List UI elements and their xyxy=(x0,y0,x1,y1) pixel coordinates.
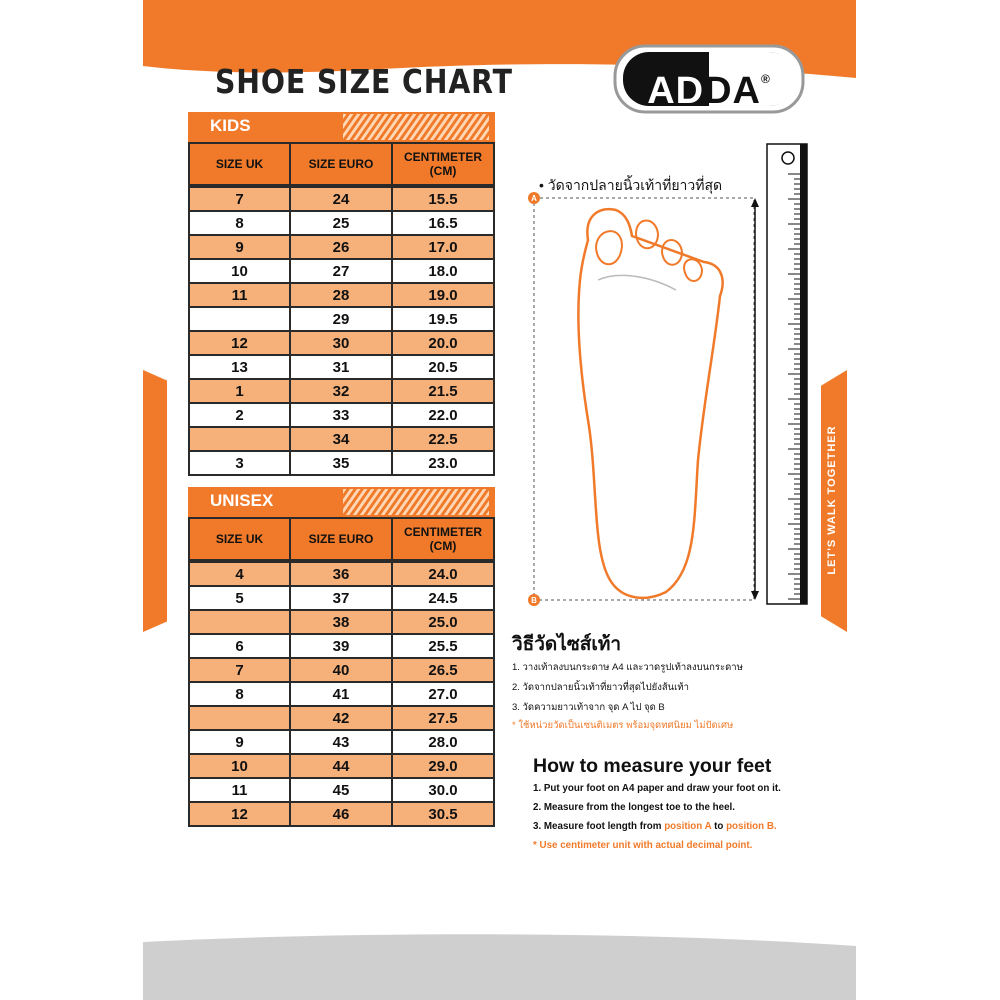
size-euro-cell: 28 xyxy=(291,284,391,306)
size-uk-cell: 10 xyxy=(190,260,289,282)
size-uk-cell: 7 xyxy=(190,659,289,681)
stripe-decoration xyxy=(343,114,489,140)
stripe-decoration xyxy=(343,489,489,515)
unisex-header xyxy=(188,487,495,517)
centimeter-cell: 22.5 xyxy=(393,428,493,450)
size-euro-cell: 40 xyxy=(291,659,391,681)
size-uk-cell: 8 xyxy=(190,683,289,705)
size-uk-cell: 3 xyxy=(190,452,289,474)
thai-step-1: 1. วางเท้าลงบนกระดาษ A4 และวาดรูปเท้าลงบนกระดาษ xyxy=(512,662,743,673)
centimeter-cell: 30.0 xyxy=(393,779,493,801)
kids-table-row xyxy=(188,260,495,282)
size-euro-cell: 38 xyxy=(291,611,391,633)
centimeter-cell: 25.0 xyxy=(393,611,493,633)
size-uk-cell: 8 xyxy=(190,212,289,234)
unisex-table-row xyxy=(188,635,495,657)
unisex-table-row xyxy=(188,659,495,681)
size-euro-cell: 30 xyxy=(291,332,391,354)
size-euro-cell: 34 xyxy=(291,428,391,450)
unisex-size-table xyxy=(188,487,495,827)
size-euro-cell: 45 xyxy=(291,779,391,801)
size-euro-cell: 33 xyxy=(291,404,391,426)
centimeter-cell: 30.5 xyxy=(393,803,493,825)
measure-label: • วัดจากปลายนิ้วเท้าที่ยาวที่สุด xyxy=(539,177,723,193)
size-euro-cell: 29 xyxy=(291,308,391,330)
adda-logo xyxy=(613,42,805,116)
size-euro-cell: 27 xyxy=(291,260,391,282)
size-uk-cell: 4 xyxy=(190,563,289,585)
kids-table-row xyxy=(188,284,495,306)
unisex-label: UNISEX xyxy=(210,491,274,510)
size-uk-cell xyxy=(190,611,289,633)
col-size-uk: SIZE UK xyxy=(190,144,289,184)
size-euro-cell: 36 xyxy=(291,563,391,585)
size-euro-cell: 42 xyxy=(291,707,391,729)
side-slogan: LET'S WALK TOGETHER xyxy=(826,425,838,575)
size-uk-cell: 11 xyxy=(190,284,289,306)
thai-note: * ใช้หน่วยวัดเป็นเซนติเมตร พร้อมจุดทศนิยม ไม่ปัดเศษ xyxy=(512,720,734,731)
centimeter-cell: 29.0 xyxy=(393,755,493,777)
size-uk-cell: 12 xyxy=(190,332,289,354)
foot-diagram xyxy=(526,140,816,610)
centimeter-cell: 22.0 xyxy=(393,404,493,426)
unisex-table-row xyxy=(188,707,495,729)
centimeter-cell: 17.0 xyxy=(393,236,493,258)
size-euro-cell: 44 xyxy=(291,755,391,777)
kids-column-headers xyxy=(188,142,495,186)
thai-step-3: 3. วัดความยาวเท้าจาก จุด A ไป จุด B xyxy=(512,702,665,713)
size-uk-cell xyxy=(190,308,289,330)
point-b-label: B xyxy=(531,596,537,605)
centimeter-cell: 23.0 xyxy=(393,452,493,474)
centimeter-cell: 19.5 xyxy=(393,308,493,330)
centimeter-cell: 24.5 xyxy=(393,587,493,609)
logo-text: ADDA® xyxy=(647,70,771,112)
left-side-tab xyxy=(143,370,167,632)
kids-table-row xyxy=(188,308,495,330)
centimeter-cell: 18.0 xyxy=(393,260,493,282)
kids-table-row xyxy=(188,188,495,210)
size-euro-cell: 26 xyxy=(291,236,391,258)
thai-step-2: 2. วัดจากปลายนิ้วเท้าที่ยาวที่สุดไปยังส้นเท้า xyxy=(512,682,690,693)
centimeter-cell: 26.5 xyxy=(393,659,493,681)
size-euro-cell: 25 xyxy=(291,212,391,234)
centimeter-cell: 28.0 xyxy=(393,731,493,753)
size-uk-cell xyxy=(190,428,289,450)
kids-table-row xyxy=(188,236,495,258)
centimeter-cell: 27.0 xyxy=(393,683,493,705)
unisex-table-row xyxy=(188,803,495,825)
centimeter-cell: 16.5 xyxy=(393,212,493,234)
size-euro-cell: 24 xyxy=(291,188,391,210)
point-a-label: A xyxy=(531,194,537,203)
size-uk-cell: 9 xyxy=(190,236,289,258)
kids-size-table xyxy=(188,112,495,476)
page-title: SHOE SIZE CHART xyxy=(215,62,513,101)
kids-table-row xyxy=(188,380,495,402)
size-euro-cell: 32 xyxy=(291,380,391,402)
size-euro-cell: 31 xyxy=(291,356,391,378)
col-size-uk: SIZE UK xyxy=(190,519,289,559)
centimeter-cell: 24.0 xyxy=(393,563,493,585)
ruler-icon xyxy=(767,144,807,604)
size-uk-cell: 2 xyxy=(190,404,289,426)
english-step-3: 3. Measure foot length from position A to position B. xyxy=(533,821,777,832)
size-euro-cell: 35 xyxy=(291,452,391,474)
size-uk-cell xyxy=(190,707,289,729)
foot-outline-icon xyxy=(578,209,722,598)
size-uk-cell: 9 xyxy=(190,731,289,753)
english-step-2: 2. Measure from the longest toe to the heel. xyxy=(533,802,735,813)
centimeter-cell: 20.0 xyxy=(393,332,493,354)
size-uk-cell: 7 xyxy=(190,188,289,210)
size-uk-cell: 5 xyxy=(190,587,289,609)
kids-table-row xyxy=(188,428,495,450)
col-size-euro: SIZE EURO xyxy=(291,519,391,559)
kids-table-row xyxy=(188,356,495,378)
unisex-column-headers xyxy=(188,517,495,561)
unisex-table-row xyxy=(188,587,495,609)
centimeter-cell: 27.5 xyxy=(393,707,493,729)
kids-table-row xyxy=(188,212,495,234)
size-chart-page xyxy=(143,0,856,1000)
size-euro-cell: 41 xyxy=(291,683,391,705)
col-centimeter: CENTIMETER (CM) xyxy=(393,519,493,559)
unisex-table-row xyxy=(188,755,495,777)
size-uk-cell: 12 xyxy=(190,803,289,825)
size-euro-cell: 39 xyxy=(291,635,391,657)
unisex-table-row xyxy=(188,611,495,633)
centimeter-cell: 19.0 xyxy=(393,284,493,306)
english-step-1: 1. Put your foot on A4 paper and draw your foot on it. xyxy=(533,783,781,794)
unisex-table-row xyxy=(188,779,495,801)
english-instructions-title: How to measure your feet xyxy=(533,755,772,777)
col-size-euro: SIZE EURO xyxy=(291,144,391,184)
size-uk-cell: 10 xyxy=(190,755,289,777)
centimeter-cell: 21.5 xyxy=(393,380,493,402)
kids-table-row xyxy=(188,404,495,426)
english-note: * Use centimeter unit with actual decimal point. xyxy=(533,840,753,851)
size-euro-cell: 37 xyxy=(291,587,391,609)
unisex-table-row xyxy=(188,683,495,705)
size-uk-cell: 6 xyxy=(190,635,289,657)
kids-header xyxy=(188,112,495,142)
centimeter-cell: 25.5 xyxy=(393,635,493,657)
size-uk-cell: 1 xyxy=(190,380,289,402)
kids-label: KIDS xyxy=(210,116,251,135)
centimeter-cell: 20.5 xyxy=(393,356,493,378)
centimeter-cell: 15.5 xyxy=(393,188,493,210)
size-euro-cell: 43 xyxy=(291,731,391,753)
col-centimeter: CENTIMETER (CM) xyxy=(393,144,493,184)
bottom-gray-band xyxy=(143,930,856,1000)
unisex-table-row xyxy=(188,731,495,753)
unisex-table-row xyxy=(188,563,495,585)
size-uk-cell: 11 xyxy=(190,779,289,801)
kids-table-row xyxy=(188,332,495,354)
size-uk-cell: 13 xyxy=(190,356,289,378)
size-euro-cell: 46 xyxy=(291,803,391,825)
kids-table-row xyxy=(188,452,495,474)
thai-instructions-title: วิธีวัดไซส์เท้า xyxy=(512,634,622,655)
